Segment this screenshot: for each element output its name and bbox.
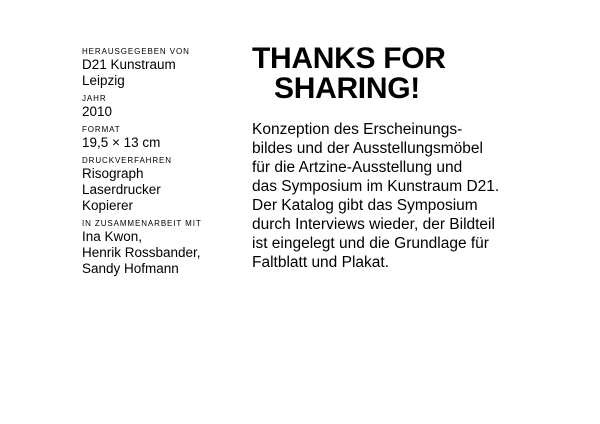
publisher-group — [82, 46, 242, 89]
printing-group — [82, 155, 242, 214]
format-value: 19,5 × 13 cm — [82, 135, 161, 150]
description-paragraph — [252, 120, 592, 272]
page-title — [252, 44, 446, 104]
collaboration-label: IN ZUSAMMENARBEIT MIT — [82, 219, 202, 228]
description-line: für die Artzine-Ausstellung und — [252, 159, 463, 176]
collaboration-value: Ina Kwon, Henrik Rossbander, Sandy Hofmann — [82, 229, 201, 276]
year-group — [82, 93, 242, 120]
description-line: durch Interviews wieder, der Bildteil — [252, 216, 495, 233]
format-label: FORMAT — [82, 125, 121, 134]
title-line-2: SHARING! — [274, 72, 420, 105]
printing-label: DRUCKVERFAHREN — [82, 156, 172, 165]
collaboration-group — [82, 218, 242, 277]
year-value: 2010 — [82, 104, 113, 119]
description-line: Konzeption des Erscheinungs- — [252, 121, 463, 138]
publisher-label: HERAUSGEGEBEN VON — [82, 47, 190, 56]
year-label: JAHR — [82, 94, 107, 103]
printing-value: Risograph Laserdrucker Kopierer — [82, 166, 161, 213]
description-line: bildes und der Ausstellungsmöbel — [252, 140, 483, 157]
description-line: das Symposium im Kunstraum D21. — [252, 178, 500, 195]
description-line: Faltblatt und Plakat. — [252, 254, 389, 271]
publisher-value: D21 Kunstraum Leipzig — [82, 57, 176, 88]
format-group — [82, 124, 242, 151]
description-line: ist eingelegt und die Grundlage für — [252, 235, 489, 252]
colophon — [82, 46, 242, 281]
title-line-1: THANKS FOR — [252, 42, 446, 75]
description-line: Der Katalog gibt das Symposium — [252, 197, 478, 214]
